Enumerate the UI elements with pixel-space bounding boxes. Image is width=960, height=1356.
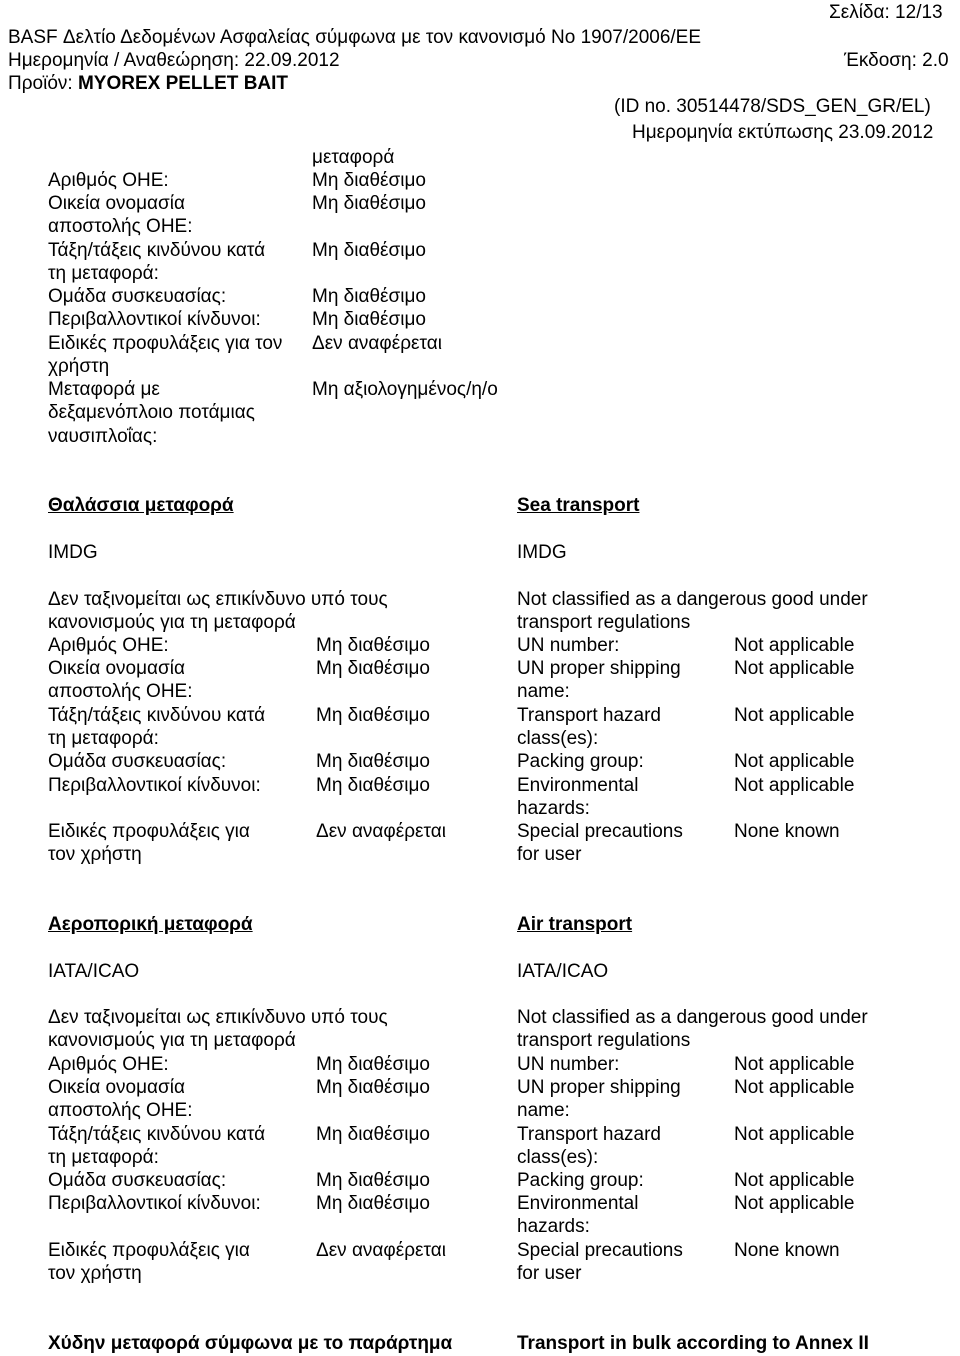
- air-en-label-un-number: UN number:: [517, 1054, 620, 1075]
- page-number: Σελίδα: 12/13: [829, 2, 943, 23]
- air-en-value-packing-group: Not applicable: [734, 1170, 855, 1191]
- air-gr-label-precautions: Ειδικές προφυλάξεις για τον χρήστη: [48, 1240, 250, 1285]
- sea-gr-label-shipping-name: Οικεία ονομασία αποστολής ΟΗΕ:: [48, 658, 193, 703]
- sea-gr-value-precautions: Δεν αναφέρεται: [316, 821, 446, 842]
- sea-en-value-packing-group: Not applicable: [734, 751, 855, 772]
- sea-en-label-environmental: Environmental hazards:: [517, 775, 639, 820]
- inland-label-un-number: Αριθμός ΟΗΕ:: [48, 170, 169, 191]
- sea-en-value-shipping-name: Not applicable: [734, 658, 855, 679]
- inland-label-packing-group: Ομάδα συσκευασίας:: [48, 286, 227, 307]
- sea-gr-value-hazard-class: Μη διαθέσιμο: [316, 705, 430, 726]
- air-en-label-environmental: Environmental hazards:: [517, 1193, 639, 1238]
- product-line: [8, 72, 288, 95]
- inland-value-shipping-name: Μη διαθέσιμο: [312, 193, 426, 214]
- inland-label-shipping-name: Οικεία ονομασία αποστολής ΟΗΕ:: [48, 193, 193, 238]
- sea-gr-label-precautions: Ειδικές προφυλάξεις για τον χρήστη: [48, 821, 250, 866]
- air-en-value-hazard-class: Not applicable: [734, 1124, 855, 1145]
- sea-code-en: IMDG: [517, 542, 567, 563]
- air-en-label-precautions: Special precautions for user: [517, 1240, 683, 1285]
- sea-gr-label-packing-group: Ομάδα συσκευασίας:: [48, 751, 227, 772]
- air-gr-value-precautions: Δεν αναφέρεται: [316, 1240, 446, 1261]
- air-en-value-precautions: None known: [734, 1240, 840, 1261]
- inland-label-tank-vessel: Μεταφορά με δεξαμενόπλοιο ποτάμιας ναυσιπλοΐας:: [48, 379, 255, 447]
- version: Έκδοση: 2.0: [844, 50, 949, 71]
- inland-value-precautions: Δεν αναφέρεται: [312, 333, 442, 354]
- air-code-en: IATA/ICAO: [517, 961, 609, 982]
- air-gr-value-packing-group: Μη διαθέσιμο: [316, 1170, 430, 1191]
- sea-gr-label-un-number: Αριθμός ΟΗΕ:: [48, 635, 169, 656]
- air-gr-label-shipping-name: Οικεία ονομασία αποστολής ΟΗΕ:: [48, 1077, 193, 1122]
- air-gr-label-hazard-class: Τάξη/τάξεις κινδύνου κατά τη μεταφορά:: [48, 1124, 266, 1169]
- inland-value-un-number: Μη διαθέσιμο: [312, 170, 426, 191]
- air-en-value-un-number: Not applicable: [734, 1054, 855, 1075]
- air-gr-value-shipping-name: Μη διαθέσιμο: [316, 1077, 430, 1098]
- sea-gr-label-environmental: Περιβαλλοντικοί κίνδυνοι:: [48, 775, 261, 796]
- sea-title-gr: Θαλάσσια μεταφορά: [48, 495, 234, 516]
- air-code-gr: IATA/ICAO: [48, 961, 140, 982]
- sea-en-value-hazard-class: Not applicable: [734, 705, 855, 726]
- air-title-en: Air transport: [517, 914, 633, 935]
- sea-gr-value-packing-group: Μη διαθέσιμο: [316, 751, 430, 772]
- air-gr-label-packing-group: Ομάδα συσκευασίας:: [48, 1170, 227, 1191]
- air-en-label-packing-group: Packing group:: [517, 1170, 644, 1191]
- sea-gr-label-hazard-class: Τάξη/τάξεις κινδύνου κατά τη μεταφορά:: [48, 705, 266, 750]
- revision-date: Ημερομηνία / Αναθεώρηση: 22.09.2012: [8, 50, 340, 71]
- inland-label-environmental: Περιβαλλοντικοί κίνδυνοι:: [48, 309, 261, 330]
- inland-label-hazard-class: Τάξη/τάξεις κινδύνου κατά τη μεταφορά:: [48, 240, 266, 285]
- product-label: Προϊόν:: [8, 73, 78, 94]
- sea-en-value-un-number: Not applicable: [734, 635, 855, 656]
- sea-en-label-packing-group: Packing group:: [517, 751, 644, 772]
- inland-value-packing-group: Μη διαθέσιμο: [312, 286, 426, 307]
- bulk-title-gr: Χύδην μεταφορά σύμφωνα με το παράρτημα: [48, 1333, 453, 1354]
- sea-gr-value-environmental: Μη διαθέσιμο: [316, 775, 430, 796]
- air-en-label-shipping-name: UN proper shipping name:: [517, 1077, 681, 1122]
- inland-value-tank-vessel: Μη αξιολογημένος/η/ο: [312, 379, 498, 400]
- sea-en-label-un-number: UN number:: [517, 635, 620, 656]
- air-en-value-shipping-name: Not applicable: [734, 1077, 855, 1098]
- sea-en-label-shipping-name: UN proper shipping name:: [517, 658, 681, 703]
- bulk-title-en: Transport in bulk according to Annex II: [517, 1333, 869, 1354]
- header-title: BASF Δελτίο Δεδομένων Ασφαλείας σύμφωνα με τον κανονισμό No 1907/2006/ΕΕ: [8, 27, 702, 48]
- inland-label-precautions: Ειδικές προφυλάξεις για τον χρήστη: [48, 333, 283, 378]
- sea-note-en: Not classified as a dangerous good under transport regulations: [517, 589, 868, 634]
- inland-value-environmental: Μη διαθέσιμο: [312, 309, 426, 330]
- sea-gr-value-shipping-name: Μη διαθέσιμο: [316, 658, 430, 679]
- print-date: Ημερομηνία εκτύπωσης 23.09.2012: [632, 122, 934, 143]
- air-en-label-hazard-class: Transport hazard class(es):: [517, 1124, 661, 1169]
- product-name: MYOREX PELLET BAIT: [77, 73, 289, 94]
- air-title-gr: Αεροπορική μεταφορά: [48, 914, 253, 935]
- inland-value-hazard-class: Μη διαθέσιμο: [312, 240, 426, 261]
- sea-note-gr: Δεν ταξινομείται ως επικίνδυνο υπό τους κανονισμούς για τη μεταφορά: [48, 589, 388, 634]
- air-note-en: Not classified as a dangerous good under transport regulations: [517, 1007, 868, 1052]
- id-number: (ID no. 30514478/SDS_GEN_GR/EL): [614, 96, 931, 117]
- air-en-value-environmental: Not applicable: [734, 1193, 855, 1214]
- air-gr-value-environmental: Μη διαθέσιμο: [316, 1193, 430, 1214]
- sea-title-en: Sea transport: [517, 495, 640, 516]
- sea-en-label-hazard-class: Transport hazard class(es):: [517, 705, 661, 750]
- air-gr-value-un-number: Μη διαθέσιμο: [316, 1054, 430, 1075]
- sea-en-value-precautions: None known: [734, 821, 840, 842]
- air-gr-value-hazard-class: Μη διαθέσιμο: [316, 1124, 430, 1145]
- air-gr-label-un-number: Αριθμός ΟΗΕ:: [48, 1054, 169, 1075]
- sea-code-gr: IMDG: [48, 542, 98, 563]
- inland-continuation: μεταφορά: [312, 147, 395, 168]
- sea-en-label-precautions: Special precautions for user: [517, 821, 683, 866]
- sea-gr-value-un-number: Μη διαθέσιμο: [316, 635, 430, 656]
- air-note-gr: Δεν ταξινομείται ως επικίνδυνο υπό τους κανονισμούς για τη μεταφορά: [48, 1007, 388, 1052]
- sea-en-value-environmental: Not applicable: [734, 775, 855, 796]
- air-gr-label-environmental: Περιβαλλοντικοί κίνδυνοι:: [48, 1193, 261, 1214]
